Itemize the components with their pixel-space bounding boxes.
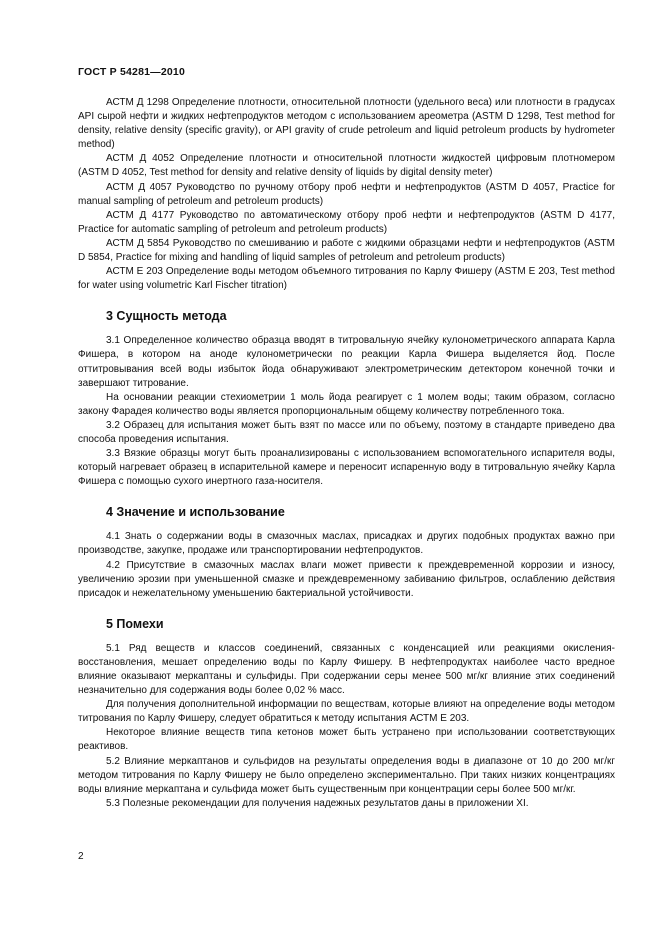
section-heading: 5 Помехи <box>106 616 164 631</box>
normative-references-list <box>78 96 615 293</box>
paragraph: 3.1 Определенное количество образца вводят в титровальную ячейку кулонометрического аппарата Карла Фишера, в котором на аноде кулонометрически по реакции Карла Фишера выделяется йод. После оттитровывания всей воды избыток йода обнаруживают электрометрическим детектором конечной точки и завершают титрование. <box>78 335 615 389</box>
paragraph: Для получения дополнительной информации по веществам, которые влияют на определение воды методом титрования по Карлу Фишеру, следует обратиться к методу испытания АСТМ Е 203. <box>78 699 615 725</box>
page-number: 2 <box>78 851 84 862</box>
section-heading: 3 Сущность метода <box>106 309 227 324</box>
paragraph: 4.1 Знать о содержании воды в смазочных маслах, присадках и других подобных продуктах важно при производстве, закупке, продаже или транспортировании нефтепродуктов. <box>78 531 615 557</box>
paragraph: 5.2 Влияние меркаптанов и сульфидов на результаты определения воды в диапазоне от 10 до 200 мг/кг методом титрования по Карлу Фишеру не было определено экспериментально. При таких низких концентрациях воды влияние меркаптана и сульфида может быть существенным при концентрации серы более 500 мг/кг. <box>78 755 615 795</box>
section-3-body <box>78 334 615 489</box>
paragraph: 5.3 Полезные рекомендации для получения надежных результатов даны в приложении XI. <box>106 797 529 809</box>
reference-item: АСТМ Д 4177 Руководство по автоматическому отбору проб нефти и нефтепродуктов (ASTM D 4177, Practice for automatic sampling of petroleum and petroleum products) <box>78 209 615 235</box>
paragraph: На основании реакции стехиометрии 1 моль йода реагирует с 1 молем воды; таким образом, согласно закону Фарадея количество воды является пропорциональным общему количеству потребленного тока. <box>78 391 615 417</box>
paragraph: 3.3 Вязкие образцы могут быть проанализированы с использованием вспомогательного испарителя воды, который нагревает образец в испарительной камере и переносит испаренную воду в титровальную ячейку Карла Фишера с помощью сухого инертного газа-носителя. <box>78 448 615 488</box>
section-heading: 4 Значение и использование <box>106 505 285 520</box>
reference-item: АСТМ Д 5854 Руководство по смешиванию и работе с жидкими образцами нефти и нефтепродуктов (ASTM D 5854, Practice for mixing and handling of liquid samples of petroleum and petroleum products) <box>78 237 615 264</box>
paragraph: 3.2 Образец для испытания может быть взят по массе или по объему, поэтому в стандарте приведено два способа проведения испытания. <box>78 419 615 445</box>
section-4-body <box>78 530 615 600</box>
reference-item: АСТМ Д 4057 Руководство по ручному отбору проб нефти и нефтепродуктов (ASTM D 4057, Practice for manual sampling of petroleum and petroleum products) <box>78 181 615 207</box>
paragraph: 4.2 Присутствие в смазочных маслах влаги может привести к преждевременной коррозии и износу, увеличению эрозии при уменьшенной смазке и преждевременному забиванию фильтров, ослаблению действия присадок и нежелательному уменьшению бактериальной устойчивости. <box>78 559 615 599</box>
section-5-body <box>78 642 615 811</box>
reference-item: АСТМ Д 1298 Определение плотности, относительной плотности (удельного веса) или плотности в градусах API сырой нефти и жидких нефтепродуктов методом с использованием ареометра (ASTM D 1298, Test method for density, relative density (specific gravity), or API gravity of crude petroleum and liquid petroleum products by hydrometer method) <box>78 97 615 151</box>
document-header: ГОСТ Р 54281—2010 <box>78 66 186 78</box>
reference-item: АСТМ Д 4052 Определение плотности и относительной плотности жидкостей цифровым плотномером (ASTM D 4052, Test method for density and relative density of liquids by digital density meter) <box>78 153 615 179</box>
document-body <box>78 96 615 811</box>
reference-item: АСТМ Е 203 Определение воды методом объемного титрования по Карлу Фишеру (ASTM E 203, Test method for water using volumetric Karl Fischer titration) <box>78 266 615 292</box>
paragraph: 5.1 Ряд веществ и классов соединений, связанных с конденсацией или реакциями окисления-восстановления, мешает определению воды по Карлу Фишеру. В нефтепродуктах наиболее часто вредное влияние оказывают меркаптаны и сульфиды. При содержании серы менее 500 мг/кг влияние этих соединений незначительно для содержания воды более 0,02 % масс. <box>78 642 615 697</box>
paragraph: Некоторое влияние веществ типа кетонов может быть устранено при использовании соответствующих реактивов. <box>78 727 615 753</box>
